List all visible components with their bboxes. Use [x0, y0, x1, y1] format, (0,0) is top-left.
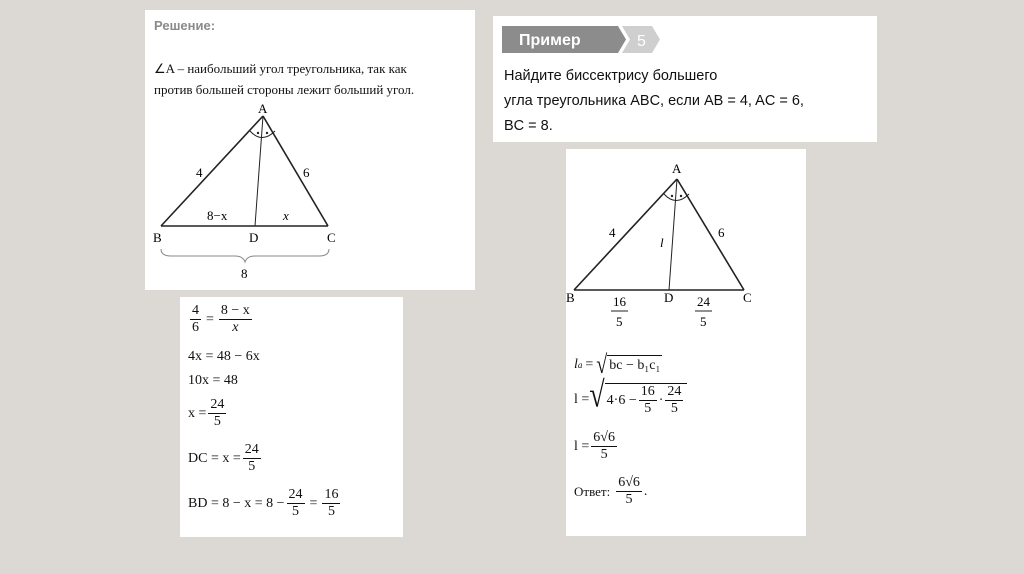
formula-3: l = $\frac{6√6}{5}$ [574, 430, 615, 462]
angle-symbol: ∠ [154, 61, 166, 76]
angle-mark [671, 195, 673, 197]
label-dc-num: 24 [697, 294, 710, 309]
label-bc-total: 8 [241, 266, 248, 281]
label-bd-num: 16 [613, 294, 626, 309]
vertex-d: D [249, 230, 259, 245]
vertex-a: A [258, 101, 268, 116]
label-ac: 6 [718, 225, 725, 240]
algebra-row-3: 10x = 48 [188, 373, 238, 388]
solution-line-1: A – наибольший угол треугольника, так как [165, 61, 407, 76]
bisector-triangle-diagram [566, 149, 806, 339]
angle-mark [257, 132, 259, 134]
algebra-card [180, 297, 403, 537]
label-l: l [660, 235, 664, 250]
answer-card [566, 149, 806, 536]
label-dc-den: 5 [700, 314, 707, 329]
example-task [504, 64, 804, 139]
example-tab [502, 26, 662, 53]
vertex-c: C [327, 230, 336, 245]
bc-brace [161, 249, 329, 262]
example-tab-label: Пример [519, 32, 581, 49]
label-ab: 4 [609, 225, 616, 240]
vertex-c: C [743, 290, 752, 305]
triangle-diagram [145, 10, 475, 290]
algebra-row-6: BD = 8 − x = 8 − $\frac{24}{5}$ = $\frac{16}{5}$ [188, 487, 339, 519]
vertex-b: B [566, 290, 575, 305]
solution-line-2: против большей стороны лежит больший угол. [154, 82, 415, 97]
formula-1: l a = √ bc − b₁c₁ [574, 350, 661, 380]
label-ab: 4 [196, 165, 203, 180]
vertex-a: A [672, 161, 682, 176]
vertex-d: D [664, 290, 674, 305]
algebra-row-1: $\frac{4}{6}$ = $\frac{8 - x}{x}$ [192, 303, 250, 335]
task-line-1: Найдите биссектрису большего [504, 68, 718, 84]
algebra-row-2: 4x = 48 − 6x [188, 349, 260, 364]
angle-mark [266, 132, 268, 134]
task-line-3: BC = 8. [504, 118, 553, 134]
solution-card [145, 10, 475, 290]
algebra-row-4: x = $\frac{24}{5}$ [188, 397, 225, 429]
formula-2: l = √ 4·6 − $\frac{16}{5}$ · $\frac{24}{5}$ [574, 383, 687, 417]
example-card [493, 16, 877, 142]
example-tab-number: 5 [637, 33, 646, 50]
angle-arc [664, 194, 689, 201]
answer-line: Ответ: $\frac{6√6}{5}$ . [574, 475, 648, 507]
angle-arc [250, 131, 275, 138]
solution-heading: Решение: [154, 18, 216, 33]
label-ac: 6 [303, 165, 310, 180]
vertex-b: B [153, 230, 162, 245]
label-bd: 8−x [207, 208, 228, 223]
label-dc: x [283, 208, 289, 223]
label-bd-den: 5 [616, 314, 623, 329]
angle-mark [680, 195, 682, 197]
task-line-2: угла треугольника ABC, если AB = 4, AC = 6, [504, 93, 804, 109]
algebra-row-5: DC = x = $\frac{24}{5}$ [188, 442, 259, 474]
